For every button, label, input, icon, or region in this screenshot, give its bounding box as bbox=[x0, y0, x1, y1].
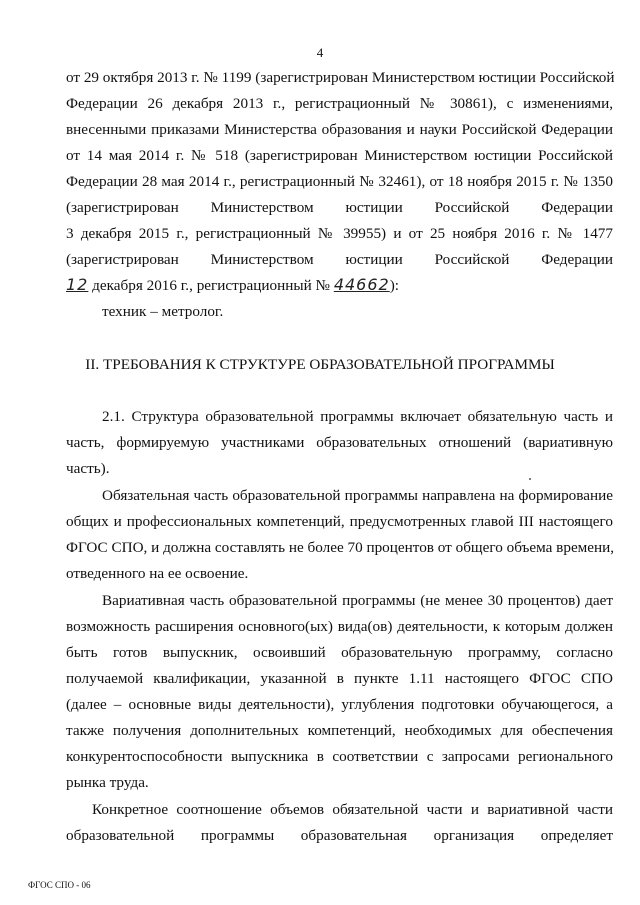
text-line: внесенными приказами Министерства образования и науки Российской Федерации bbox=[66, 121, 613, 138]
paragraph-line: (далее – основные виды деятельности), углубления подготовки обучающегося, а bbox=[66, 696, 613, 713]
paragraph-line: часть, формируемую участниками образовательных отношений (вариативную bbox=[66, 434, 613, 451]
page-number: 4 bbox=[316, 45, 324, 60]
paragraph-line: рынка труда. bbox=[66, 774, 149, 791]
paragraph-line: образовательной программы образовательная организация определяет bbox=[66, 827, 613, 844]
text-line: от 14 мая 2014 г. № 518 (зарегистрирован Министерством юстиции Российской bbox=[66, 147, 613, 164]
paragraph-line: 2.1. Структура образовательной программы включает обязательную часть и bbox=[102, 408, 613, 425]
text-line: (зарегистрирован Министерством юстиции Российской Федерации bbox=[66, 199, 613, 216]
paragraph-line: ФГОС СПО, и должна составлять не более 70 процентов от общего объема времени, bbox=[66, 539, 615, 556]
paragraph-line: также получения дополнительных компетенций, необходимых для обеспечения bbox=[66, 722, 613, 739]
paragraph-line: Обязательная часть образовательной программы направлена на формирование bbox=[102, 487, 613, 504]
handwritten-number: 44662 bbox=[333, 275, 390, 294]
paragraph-line: Конкретное соотношение объемов обязательной части и вариативной части bbox=[92, 801, 613, 818]
paragraph-line: конкурентоспособности выпускника в соответствии с запросами регионального bbox=[66, 748, 613, 765]
paragraph-line: Вариативная часть образовательной программы (не менее 30 процентов) дает bbox=[102, 592, 613, 609]
registration-text: декабря 2016 г., регистрационный № bbox=[88, 277, 334, 294]
registration-end: ): bbox=[389, 277, 399, 294]
footer-code: ФГОС СПО - 06 bbox=[28, 880, 91, 890]
paragraph-line: возможность расширения основного(ых) вида(ов) деятельности, к которым должен bbox=[66, 618, 613, 635]
text-line: Федерации 26 декабря 2013 г., регистрационный № 30861), с изменениями, bbox=[66, 95, 613, 112]
text-line: от 29 октября 2013 г. № 1199 (зарегистрирован Министерством юстиции Российской bbox=[66, 69, 615, 86]
handwritten-day: 12 bbox=[66, 275, 89, 294]
paragraph-line: отведенного на ее освоение. bbox=[66, 565, 249, 582]
section-heading: II. ТРЕБОВАНИЯ К СТРУКТУРЕ ОБРАЗОВАТЕЛЬНОЙ ПРОГРАММЫ bbox=[85, 356, 555, 373]
text-line: Федерации 28 мая 2014 г., регистрационный № 32461), от 18 ноября 2015 г. № 1350 bbox=[66, 173, 613, 190]
scan-speck bbox=[529, 478, 531, 480]
paragraph-line: получаемой квалификации, указанной в пункте 1.11 настоящего ФГОС СПО bbox=[66, 670, 613, 687]
text-line: (зарегистрирован Министерством юстиции Российской Федерации bbox=[66, 251, 613, 268]
registration-line bbox=[66, 275, 613, 296]
paragraph-line: общих и профессиональных компетенций, предусмотренных главой III настоящего bbox=[66, 513, 613, 530]
qualification: техник – метролог. bbox=[102, 303, 224, 320]
paragraph-line: часть). bbox=[66, 460, 110, 477]
paragraph-line: быть готов выпускник, освоивший образовательную программу, согласно bbox=[66, 644, 613, 661]
text-line: 3 декабря 2015 г., регистрационный № 39955) и от 25 ноября 2016 г. № 1477 bbox=[66, 225, 613, 242]
